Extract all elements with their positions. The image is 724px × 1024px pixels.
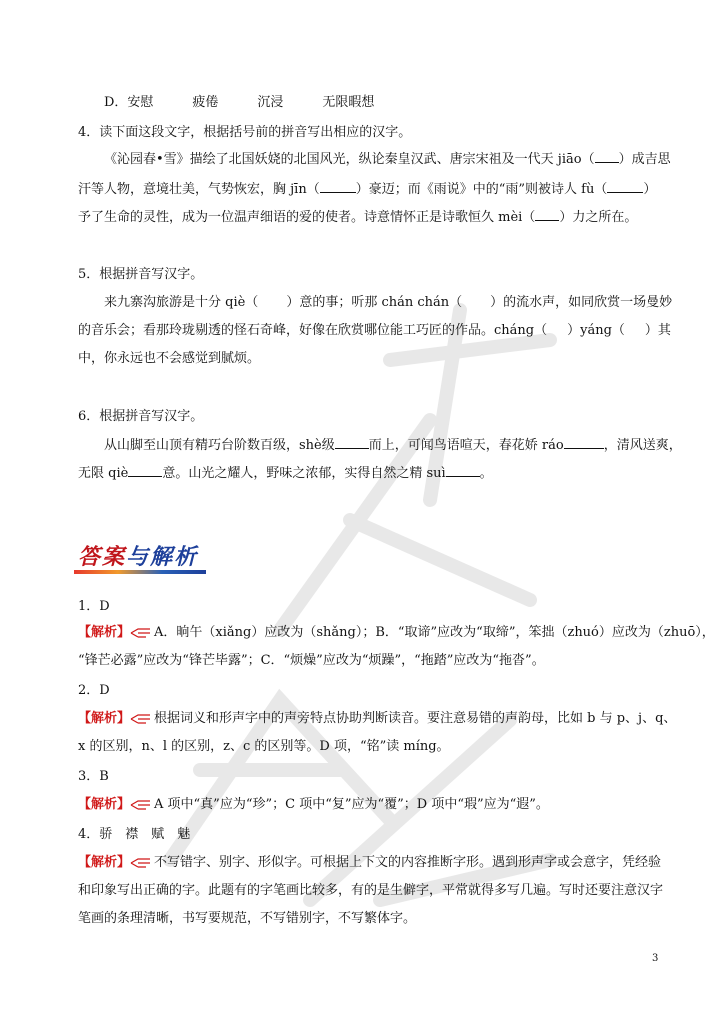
answer-4-number: 4．骄 襟 赋 魅 <box>78 827 191 842</box>
answer-1-line2: “锋芒必露”应改为“锋芒毕露”；C．“烦燥”应改为“烦躁”，“拖踏”应改为“拖沓”。 <box>78 653 545 668</box>
q6-line1: 从山脚至山顶有精巧台阶数百级，shè级 而上，可闻鸟语喧天，春花娇 ráo ，清风送爽， <box>104 438 682 453</box>
q4-line1: 《沁园春•雪》描绘了北国妖娆的北国风光，纵论秦皇汉武、唐宗宋祖及一代天 jiāo（ ）成吉思 <box>104 152 671 167</box>
page-number: 3 <box>652 953 659 964</box>
q6-title: 6．根据拼音写汉字。 <box>78 409 204 424</box>
answers-heading: 答案与解析 <box>78 544 199 570</box>
answer-4-line1: 【解析】 不写错字、别字、形似字。可根据上下文的内容推断字形。遇到形声字或会意字，凭经验 <box>78 855 662 870</box>
q5-line3: 中，你永远也不会感觉到腻烦。 <box>78 351 261 366</box>
q5-line1: 来九寨沟旅游是十分 qiè（ ）意的事；听那 chán chán（ ）的流水声，如同欣赏一场曼妙 <box>104 295 673 310</box>
q4-title: 4．读下面这段文字，根据括号前的拼音写出相应的汉字。 <box>78 125 412 140</box>
answer-4-line2: 和印象写出正确的字。此题有的字笔画比较多，有的是生僻字，平常就得多写几遍。写时还要注意汉字 <box>78 883 664 898</box>
q5-line2: 的音乐会；看那玲珑剔透的怪石奇峰，好像在欣赏哪位能工巧匠的作品。cháng（ ）yáng（ ）其 <box>78 323 671 338</box>
heading-underline <box>74 570 206 574</box>
answer-2-number: 2．D <box>78 683 110 698</box>
q4-line3: 予了生命的灵性，成为一位温声细语的爱的使者。诗意情怀正是诗歌恒久 mèi（ ）力之所在。 <box>78 210 638 225</box>
answer-3-number: 3．B <box>78 769 109 784</box>
answer-4-line3: 笔画的条理清晰，书写要规范，不写错别字，不写繁体字。 <box>78 911 417 926</box>
q6-line2: 无限 qiè 意。山光之耀人，野味之浓郁，实得自然之精 suì 。 <box>78 466 493 481</box>
pointing-hand-icon <box>130 627 152 639</box>
q4-line2: 汗等人物，意境壮美，气势恢宏，胸 jīn（ ）豪迈；而《雨说》中的“雨”则被诗人 fù（ ） <box>78 182 657 197</box>
q3-option-d: D．安慰 疲倦 沉浸 无限暇想 <box>104 95 375 110</box>
q5-title: 5．根据拼音写汉字。 <box>78 267 204 282</box>
watermark-logo <box>130 300 570 940</box>
answer-3-line1: 【解析】 A 项中“真”应为“珍”；C 项中“复”应为“覆”；D 项中“瑕”应为“遐”。 <box>78 797 549 812</box>
answer-2-line2: x 的区别，n、l 的区别，z、c 的区别等。D 项，“铭”读 míng。 <box>78 739 450 754</box>
answer-2-line1: 【解析】 根据词义和形声字中的声旁特点协助判断读音。要注意易错的声韵母，比如 b 与 p、j、q、 <box>78 711 677 726</box>
answer-1-number: 1．D <box>78 599 110 614</box>
pointing-hand-icon <box>130 857 152 869</box>
pointing-hand-icon <box>130 713 152 725</box>
answer-1-line1: 【解析】 A．晌午（xiǎng）应改为（shǎng）；B．“取谛”应改为“取缔”，笨拙（zhuó）应改为（zhuō）， <box>78 625 715 640</box>
pointing-hand-icon <box>130 799 152 811</box>
